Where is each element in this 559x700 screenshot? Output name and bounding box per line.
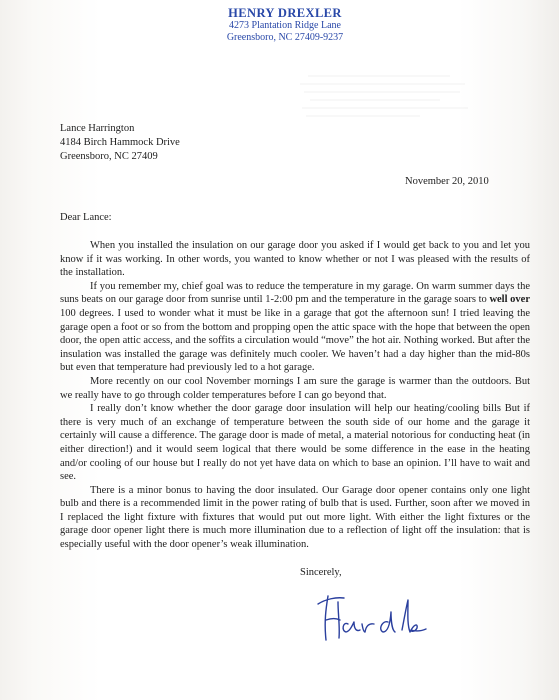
paragraph-2-emphasis: well over — [489, 294, 530, 306]
letter-body — [60, 239, 530, 552]
paragraph-2-start: If you remember my, chief goal was to reduce the temperature in my garage. On warm summer days the suns beats on our garage door from sunrise until 1-2:00 pm and the temperature in the garage soars to — [60, 280, 530, 306]
body-paragraph-2 — [60, 280, 530, 375]
salutation: Dear Lance: — [60, 212, 112, 223]
closing: Sincerely, — [300, 567, 342, 578]
body-paragraph-1: When you installed the insulation on our garage door you asked if I would get back to you and let you know if it was working. In other words, you wanted to know whether or not I was pleased with the results of the installation. — [60, 240, 530, 279]
body-paragraph-4: I really don’t know whether the door garage door insulation will help our heating/cooling bills But if there is very much of an exchange of temperature between the south side of our home and the garage it certainly will cause a difference. The garage door is made of metal, a material notorious for conducting heat (in either direction!) and it would seem logical that there would be some difference in the ease in the heating and/or cooling of our house but I really do not yet have data on which to base an opinion. I’ll have to wait and see. — [60, 403, 530, 483]
recipient-address — [60, 122, 180, 164]
show-through-texture — [300, 70, 470, 130]
letterhead-name: HENRY DREXLER — [228, 6, 342, 20]
letterhead — [190, 6, 380, 44]
letterhead-street: 4273 Plantation Ridge Lane — [229, 20, 341, 31]
body-paragraph-5: There is a minor bonus to having the door insulated. Our Garage door opener contains only one light bulb and there is a recommended limit in the power rating of bulb that is used. Further, soon after we moved in I replaced the light fixture with fixtures that would put out more light. With either the light fixtures or the garage door opener light there is much more illumination due to a reflection of light off the insulation: that is especially useful with the door opener’s weak illumination. — [60, 484, 530, 551]
letterhead-city: Greensboro, NC 27409-9237 — [226, 32, 344, 43]
body-paragraph-3: More recently on our cool November mornings I am sure the garage is warmer than the outdoors. But we really have to go through colder temperatures before I can go beyond that. — [60, 375, 530, 401]
letter-date: November 20, 2010 — [405, 176, 489, 187]
recipient-city: Greensboro, NC 27409 — [60, 151, 158, 162]
handwritten-signature — [314, 590, 434, 646]
recipient-street: 4184 Birch Hammock Drive — [60, 137, 180, 148]
paragraph-2-end: 100 degrees. I used to wonder what it must be like in a garage that got the afternoon sun! I tried leaving the garage open a foot or so from the bottom and propping open the attic space with the hope that between the open door, the open attic access, and the soffits a circulation would “move” the hot air. Nothing worked. But after the insulation was installed the garage was definitely much cooler. We haven’t had a day higher than the mid-80s but even that temperature had previously led to a hot garage. — [60, 307, 530, 374]
recipient-name: Lance Harrington — [60, 123, 135, 134]
